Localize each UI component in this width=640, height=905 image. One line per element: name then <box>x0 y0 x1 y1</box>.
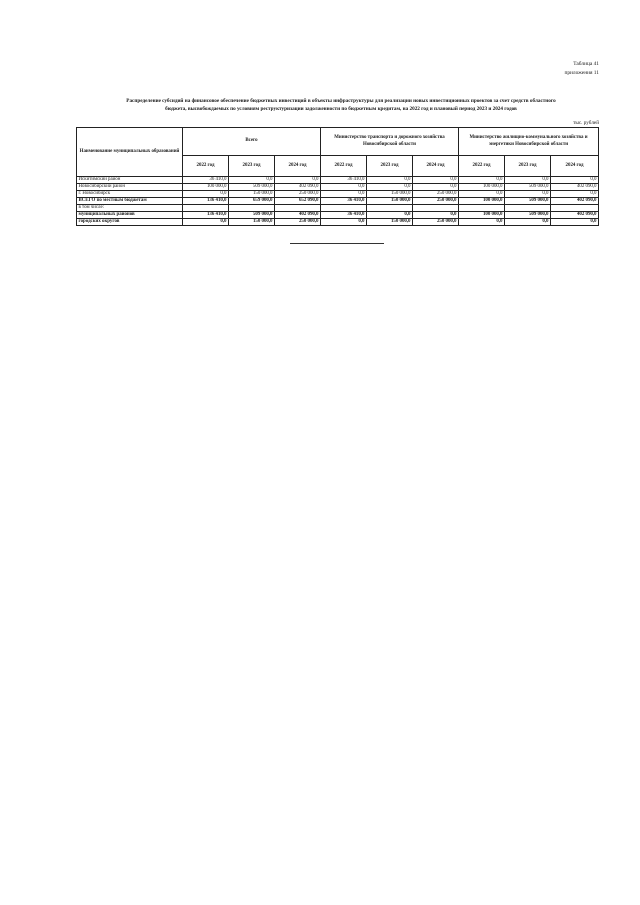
table-row <box>77 219 599 226</box>
value-cell: 0,0 <box>321 191 367 198</box>
value-cell: 402 090,0 <box>551 212 599 219</box>
value-cell: 0,0 <box>551 177 599 184</box>
value-cell: 0,0 <box>505 177 551 184</box>
appendix-number: приложения 11 <box>564 69 599 76</box>
year-header: 2022 год <box>183 156 229 177</box>
municipality-name-cell: в том числе: <box>77 205 183 212</box>
value-cell: 0,0 <box>229 177 275 184</box>
units-label: тыс. рублей <box>573 120 599 126</box>
municipality-name-cell: г. Новосибирск <box>77 191 183 198</box>
value-cell: 0,0 <box>413 184 459 191</box>
municipality-name-cell: ВСЕГО по местным бюджетам <box>77 198 183 205</box>
value-cell: 509 000,0 <box>229 184 275 191</box>
value-cell: 509 000,0 <box>229 212 275 219</box>
year-header: 2024 год <box>551 156 599 177</box>
year-header: 2023 год <box>229 156 275 177</box>
value-cell: 36 410,0 <box>183 177 229 184</box>
value-cell: 402 090,0 <box>551 184 599 191</box>
value-cell <box>183 205 229 212</box>
value-cell: 509 000,0 <box>505 184 551 191</box>
value-cell <box>275 205 321 212</box>
value-cell: 0,0 <box>505 191 551 198</box>
value-cell: 0,0 <box>413 212 459 219</box>
value-cell: 0,0 <box>459 191 505 198</box>
year-header: 2024 год <box>275 156 321 177</box>
value-cell: 250 000,0 <box>413 198 459 205</box>
table-row <box>77 205 599 212</box>
year-header: 2024 год <box>413 156 459 177</box>
value-cell: 0,0 <box>551 219 599 226</box>
value-cell: 402 090,0 <box>275 184 321 191</box>
value-cell: 0,0 <box>183 219 229 226</box>
municipality-name-cell: муниципальных районов <box>77 212 183 219</box>
value-cell: 150 000,0 <box>367 191 413 198</box>
value-cell: 36 410,0 <box>321 177 367 184</box>
value-cell <box>413 205 459 212</box>
document-title <box>76 98 606 113</box>
table-row <box>77 184 599 191</box>
title-line-1: Распределение субсидий на финансовое обеспечение бюджетных инвестиций в объекты инфраструктуры для реализации новых инвестиционных проектов за счет средств областного <box>126 98 556 104</box>
subsidy-table <box>76 127 599 226</box>
year-header: 2023 год <box>505 156 551 177</box>
value-cell: 402 090,0 <box>275 212 321 219</box>
value-cell: 0,0 <box>413 177 459 184</box>
table-number: Таблица 41 <box>573 61 599 67</box>
value-cell: 659 000,0 <box>229 198 275 205</box>
value-cell: 402 090,0 <box>551 198 599 205</box>
value-cell: 250 000,0 <box>413 219 459 226</box>
housing-ministry-header: Министерство жилищно-коммунального хозяйства и энергетики Новосибирской области <box>459 128 599 156</box>
value-cell: 0,0 <box>321 219 367 226</box>
value-cell <box>551 205 599 212</box>
value-cell: 0,0 <box>367 177 413 184</box>
municipality-name-cell: Искитимский район <box>77 177 183 184</box>
value-cell: 100 000,0 <box>459 198 505 205</box>
value-cell <box>459 205 505 212</box>
year-header: 2023 год <box>367 156 413 177</box>
table-reference <box>564 60 599 77</box>
value-cell: 100 000,0 <box>459 184 505 191</box>
value-cell: 0,0 <box>459 219 505 226</box>
value-cell: 250 000,0 <box>275 219 321 226</box>
value-cell <box>229 205 275 212</box>
value-cell: 250 000,0 <box>413 191 459 198</box>
value-cell: 150 000,0 <box>367 219 413 226</box>
value-cell: 652 090,0 <box>275 198 321 205</box>
value-cell: 0,0 <box>321 184 367 191</box>
value-cell <box>505 205 551 212</box>
table-row <box>77 177 599 184</box>
value-cell: 0,0 <box>275 177 321 184</box>
value-cell: 0,0 <box>367 212 413 219</box>
value-cell: 150 000,0 <box>229 219 275 226</box>
value-cell: 0,0 <box>183 191 229 198</box>
separator-line <box>290 243 384 244</box>
municipality-name-cell: городских округов <box>77 219 183 226</box>
value-cell: 36 410,0 <box>321 212 367 219</box>
municipality-name-header: Наименование муниципальных образований <box>77 128 183 177</box>
table-row <box>77 198 599 205</box>
value-cell: 509 000,0 <box>505 198 551 205</box>
transport-ministry-header: Министерство транспорта и дорожного хозяйства Новосибирской области <box>321 128 459 156</box>
value-cell: 100 000,0 <box>183 184 229 191</box>
value-cell: 136 410,0 <box>183 198 229 205</box>
value-cell: 0,0 <box>367 184 413 191</box>
value-cell: 36 410,0 <box>321 198 367 205</box>
title-line-2: бюджета, высвобождаемых по условиям реструктуризации задолженности по бюджетным кредитам, на 2022 год и плановый период 2023 и 2024 годов <box>165 105 517 112</box>
value-cell: 0,0 <box>505 219 551 226</box>
value-cell: 509 000,0 <box>505 212 551 219</box>
value-cell: 0,0 <box>459 177 505 184</box>
total-group-header: Всего <box>183 128 321 156</box>
value-cell: 100 000,0 <box>459 212 505 219</box>
value-cell: 150 000,0 <box>367 198 413 205</box>
value-cell: 0,0 <box>551 191 599 198</box>
value-cell: 250 000,0 <box>275 191 321 198</box>
value-cell: 150 000,0 <box>229 191 275 198</box>
value-cell <box>321 205 367 212</box>
year-header: 2022 год <box>459 156 505 177</box>
value-cell <box>367 205 413 212</box>
year-header: 2022 год <box>321 156 367 177</box>
table-row <box>77 191 599 198</box>
value-cell: 136 410,0 <box>183 212 229 219</box>
table-row <box>77 212 599 219</box>
municipality-name-cell: Новосибирский район <box>77 184 183 191</box>
